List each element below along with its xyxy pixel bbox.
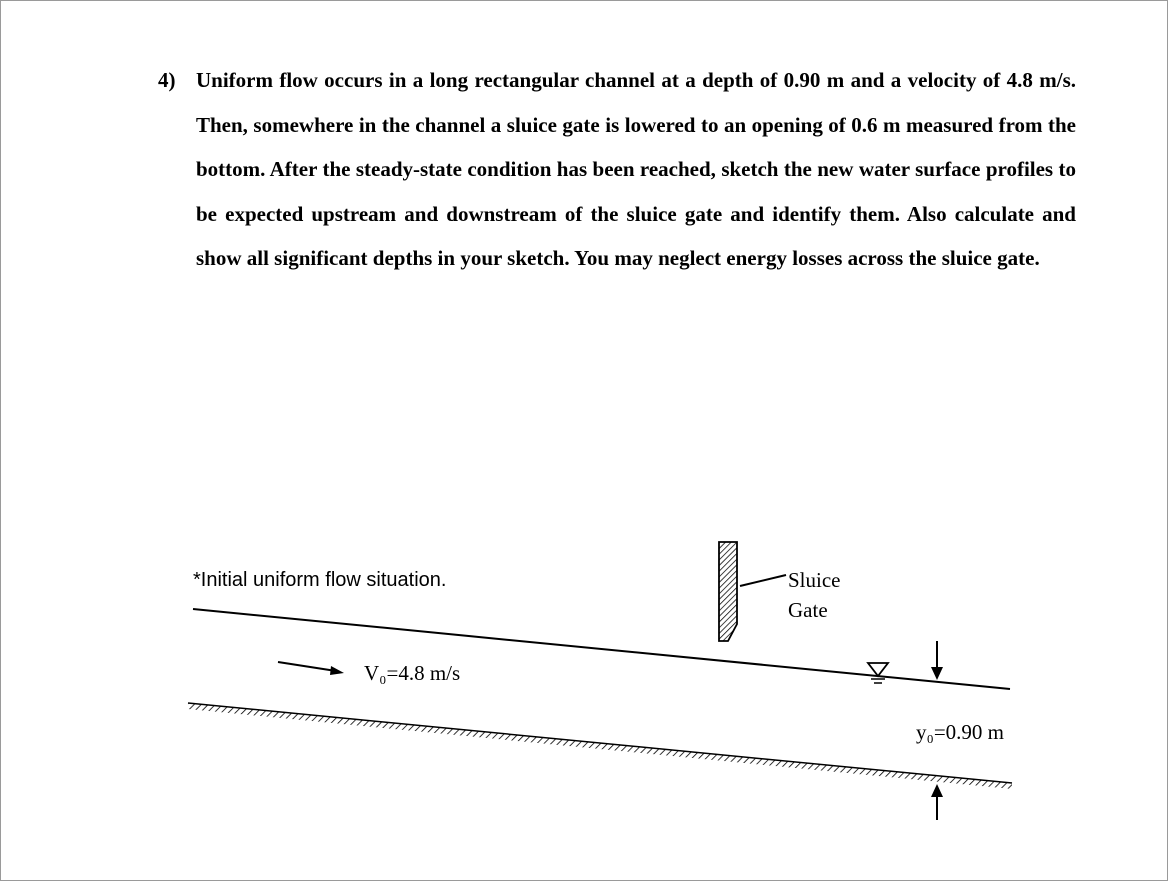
gate-label-gate: Gate — [788, 598, 828, 622]
gate-leader-line — [740, 575, 786, 586]
problem-number: 4) — [158, 68, 176, 92]
channel-bed — [188, 703, 1012, 789]
diagram-caption: *Initial uniform flow situation. — [193, 569, 447, 591]
gate-label-sluice: Sluice — [788, 568, 841, 592]
velocity-arrow-icon — [278, 662, 344, 675]
water-surface-line — [193, 609, 1010, 689]
velocity-label: V₀=4.8 m/s — [364, 661, 461, 685]
sluice-gate — [719, 542, 737, 641]
depth-arrow-top-icon — [931, 641, 943, 680]
problem-text: Uniform flow occurs in a long rectangular channel at a depth of 0.90 m and a velocity of 4.8 m/s. Then, somewhere in the channel a sluice gate is lowered to an opening of 0.6 m measured from the bottom. After the steady-state condition has been reached, sketch the new water surface profiles to be expected upstream and downstream of the sluice gate and identify them. Also calculate and show all significant depths in your sketch. You may neglect energy losses across the sluice gate. — [196, 68, 1076, 270]
depth-arrow-bottom-icon — [931, 784, 943, 820]
water-surface-symbol-icon — [868, 663, 888, 683]
depth-label: y₀=0.90 m — [916, 720, 1004, 744]
